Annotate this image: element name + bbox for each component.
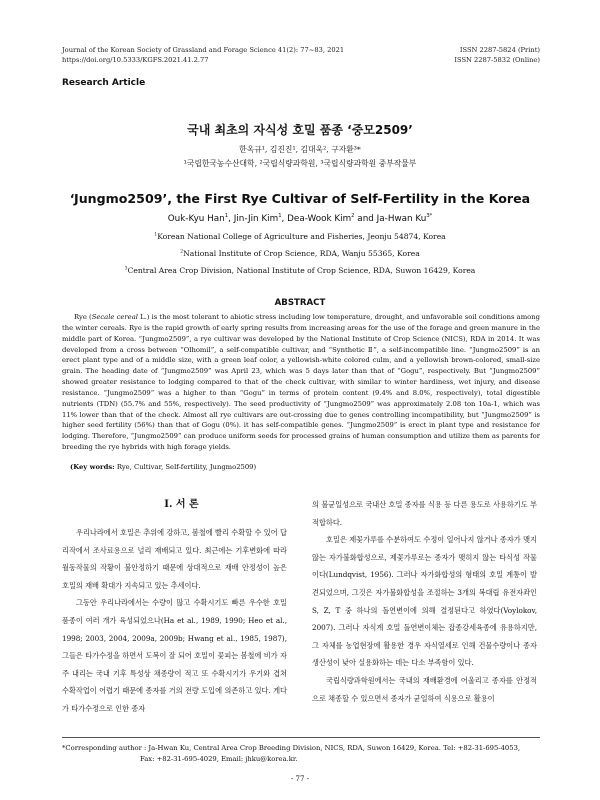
footnote-line-2: Fax: +82-31-695-4029, Email: jhku@korea.kr. (140, 755, 298, 763)
author-sup: 2 (351, 213, 355, 220)
affiliation-2 (0, 249, 600, 258)
author-sep: , (281, 214, 288, 224)
footnote-divider (62, 737, 540, 738)
affiliation-text: Central Area Crop Division, National Institute of Crop Science, RDA, Suwon 16429, Korea (127, 266, 476, 275)
author-name: Ja-Hwan Ku (376, 214, 427, 224)
author-sup: 1 (278, 213, 282, 220)
body-paragraph: 그동안 우리나라에서는 수량이 많고 수확시기도 빠른 우수한 호밀 품종이 여러 개가 육성되었으나(Ha et al., 1989, 1990; Heo et al., 1998; 2003, 2004, 2009a, 2009b; Hwang et al., 1985, 1987), 그들은 타가수정을 하면서 도복이 잘 되어 호밀이 꽃피는 봄철에 비가 자주 내리는 국내 기후 특성상 채종량이 적고 또 수확시기가 우기와 겹쳐 수확작업이 어렵기 때문에 종자를 거의 전량 도입에 의존하고 있다. 게다가 타가수정으로 인한 종자 (62, 598, 287, 713)
affiliation-3 (0, 266, 600, 275)
author-name: Jin-Jin Kim (233, 214, 279, 224)
affiliation-sup: 3 (124, 266, 128, 272)
issn-online: ISSN 2287-5832 (Online) (454, 56, 540, 64)
journal-header-left (62, 45, 344, 65)
affiliation-text: Korean National College of Agriculture and Fisheries, Jeonju 54874, Korea (157, 232, 446, 241)
issn-print: ISSN 2287-5824 (Print) (459, 46, 540, 54)
korean-title: 국내 최초의 자식성 호밀 품종 ‘중모2509’ (187, 123, 413, 137)
body-column-right (312, 496, 537, 707)
author-sup: 1 (224, 213, 229, 220)
section-heading-introduction: Ⅰ. 서 론 (164, 499, 199, 510)
corresponding-author-footnote (62, 743, 540, 765)
author-and: and (354, 214, 377, 224)
body-column-left (62, 496, 287, 718)
abstract-text-start: Rye ( (74, 313, 92, 321)
affiliation-text: National Institute of Crop Science, RDA, Wanju 55365, Korea (183, 249, 420, 258)
affiliation-sup: 1 (154, 232, 158, 238)
english-authors (0, 214, 600, 224)
journal-header-right (454, 45, 540, 65)
body-paragraph: 국립식량과학원에서는 국내의 재배환경에 어울리고 종자를 안정적으로 채종할 수 있으면서 종자가 균일하여 식용으로 활용이 (312, 675, 537, 703)
abstract-heading: ABSTRACT (274, 298, 326, 308)
body-paragraph: 의 불균일성으로 국내산 호밀 종자를 식용 등 다른 용도로 사용하기도 부적합하다. (312, 500, 537, 527)
author-name: Dea-Wook Kim (287, 214, 352, 224)
korean-affiliations: ¹국립한국농수산대학, ²국립식량과학원, ³국립식량과학원 중부작물부 (183, 159, 417, 168)
keywords (70, 463, 256, 471)
author-sup: 3* (426, 213, 433, 220)
keywords-label: (Key words: (70, 463, 115, 471)
english-title: ‘Jungmo2509’, the First Rye Cultivar of Self-Fertility in the Korea (69, 191, 531, 206)
korean-authors: 한옥규¹, 김진진¹, 김대욱², 구자환³* (239, 145, 361, 154)
abstract-text-rest: L.) is the most tolerant to abiotic stress including low temperature, drought, and unfavorable soil conditions among the winter cereals. Rye is the rapid growth of early spring results from increasing areas for the use of the forage and green manure in the middle part of Korea. “Jungmo2509”, a rye cultivar was developed by the National Institute of Crop Science (NICS), RDA in 2014. It was developed from a cross between “Olhomil”, a self-compatible cultivar, and “Synthetic Ⅱ”, a self-incompatible line. “Jungmo2509” is an erect plant type and of a middle size, with a green leaf color, a yellowish-white colored culm, and a yellowish brown-colored, small-size grain. The heading date of “Jungmo2509” was April 23, which was 5 days later than that of “Gogu”, respectively. But “Jungmo2509” showed greater resistance to lodging compared to that of the check cultivar, with similar to winter hardiness, wet injury, and disease resistance. “Jungmo2509” was a higher to than “Gogu” in terms of protein content (9.4% and 8.0%, respectively), total digestible nutrients (TDN) (55.7% and 55%, respectively). The seed productivity of “Jungmo2509” was approximately 2.08 ton 10a-1, which was 11% lower than that of the check. Almost all rye cultivars are out-crossing due to genes controlling incompatibility, but “Jungmo2509” is higher seed fertility (56%) than that of Gogu (0%). it has self-compatible genes. “Jungmo2509” is erect in plant type and resistance for lodging. Therefore, “Jungmo2509” can produce uniform seeds for processed grains of human consumption and utilize them as parents for breeding the rye hybrids with high forage yields. (62, 313, 540, 452)
page-number: - 77 - (290, 775, 310, 783)
body-paragraph: 호밀은 제꽃가루를 수분하여도 수정이 일어나지 않거나 종자가 맺지 않는 자가불화합성으로, 제꽃가루로는 종자가 맺히지 않는 타식성 작물이다(Lundqvist, 1956). 그러나 자가화합성의 형태의 호밀 계통이 발견되었으며, 그것은 자가불화합성을 조절하는 3개의 복대립 유전자좌인 S, Z, T 중 하나의 돌연변이에 의해 결정된다고 하였다(Voylokov, 2007). 그러나 자식계 호밀 돌연변이체는 잡종강세육종에 유용하지만, 그 자체를 농업현장에 활용한 경우 자식열세로 인해 건물수량이나 종자 생산성이 낮아 실용화하는 데는 다소 부족함이 있다. (312, 535, 537, 668)
doi-link[interactable]: https://doi.org/10.5333/KGFS.2021.41.2.77 (62, 56, 209, 64)
footnote-line-1: *Corresponding author : Ja-Hwan Ku, Central Area Crop Breeding Division, NICS, RDA, Suwon 16429, Korea. Tel: +82-31-695-4053, (62, 744, 521, 752)
author-sep: , (228, 214, 234, 224)
body-paragraph: 우리나라에서 호밀은 추위에 강하고, 봄철에 빨리 수확할 수 있어 답리작에서 조사료용으로 널리 재배되고 있다. 최근에는 기후변화에 따라 월동작물의 작황이 불안정하기 때문에 상대적으로 재배 안정성이 높은 호밀의 재배 확대가 지속되고 있는 추세이다. (62, 528, 287, 590)
species-name: Secale cereal (91, 313, 138, 321)
article-type: Research Article (62, 78, 146, 88)
author-name: Ouk-Kyu Han (167, 214, 225, 224)
affiliation-1 (0, 232, 600, 241)
abstract-body (62, 312, 540, 453)
journal-citation: Journal of the Korean Society of Grassland and Forage Science 41(2): 77~83, 2021 (62, 46, 345, 54)
keywords-list: Rye, Cultivar, Self-fertility, Jungmo2509) (114, 463, 257, 471)
affiliation-sup: 2 (180, 249, 184, 255)
